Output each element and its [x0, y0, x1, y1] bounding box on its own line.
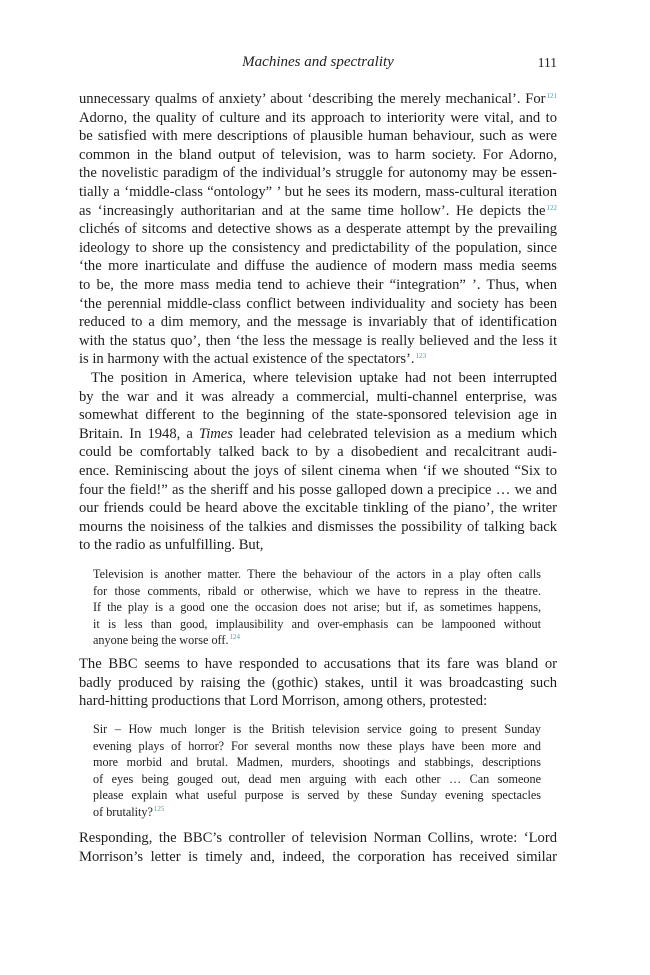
text-line: mourns the noisiness of the talkies and dismisses the possibility of talking back	[79, 518, 557, 535]
text-line: tially a ‘middle-class “ontology” ’ but he sees its modern, mass-cultural iteration	[79, 183, 557, 200]
running-head: Machines and spectrality	[242, 54, 394, 70]
text-line: unnecessary qualms of anxiety’ about ‘describing the merely mechanical’. For$^{121}$	[79, 91, 557, 107]
quote-line: please explain what useful purpose is served by these Sunday evening spectacles	[93, 788, 541, 802]
quote-line: anyone being the worse off.$^{124}$	[93, 633, 240, 647]
footnote-ref[interactable]: 125	[153, 804, 165, 813]
text-line: Britain. In 1948, a Times leader had celebrated television as a medium which	[79, 425, 557, 442]
block-quote-morrison	[93, 721, 541, 820]
page-number: 111	[537, 55, 557, 70]
paragraph-collins	[79, 829, 557, 866]
newspaper-title: Times	[198, 425, 233, 442]
text-line: Morrison’s letter is timely and, indeed, the corporation has received similar	[79, 848, 557, 865]
text-line: reduced to a dim memory, and the message is invariably that of identification	[79, 314, 557, 331]
quote-line: for those comments, ribald or otherwise, which we have to repress in the theatre.	[93, 583, 541, 598]
text-line: to be, the more mass media tend to achieve their “integration” ’. Thus, when	[79, 276, 557, 293]
text-line: Adorno, the quality of culture and its approach to interiority were vital, and to	[79, 109, 557, 126]
text-line: The BBC seems to have responded to accusations that its fare was bland or	[79, 656, 557, 672]
text-line: four the field!” as the sheriff and his posse galloped down a precipice … we and	[79, 481, 557, 498]
text-line: our friends could be heard above the excitable tinkling of the piano’, the writer	[79, 500, 557, 517]
text-line: with the status quo’, then ‘the less the message is really believed and the less it	[79, 332, 557, 349]
text-line: be satisfied with mere descriptions of plausible human behaviour, such as were	[79, 128, 557, 145]
block-quote-television	[93, 566, 541, 649]
footnote-ref[interactable]: 122	[546, 203, 557, 212]
quote-line: it is less than good, implausibility and over-emphasis can be lampooned without	[93, 616, 541, 631]
text-line: hard-hitting productions that Lord Morrison, among others, protested:	[79, 693, 488, 710]
text-line: the novelistic paradigm of the individual’s struggle for autonomy may be essen-	[79, 165, 557, 182]
quote-line: Sir – How much longer is the British television service going to present Sunday	[93, 722, 541, 736]
text-line: ‘the perennial middle-class conflict between individuality and society has been	[79, 295, 557, 312]
page-header	[79, 54, 557, 74]
text-line: is in harmony with the actual existence of the spectators’.$^{123}$	[79, 351, 427, 368]
text-line: Responding, the BBC’s controller of television Norman Collins, wrote: ‘Lord	[79, 830, 557, 846]
text-line: badly produced by raising the (gothic) stakes, until it was broadcasting such	[79, 674, 557, 691]
quote-line: of eyes being gouged out, dead men arguing with each other … Can someone	[93, 771, 541, 786]
text-line: to the radio as unfulfilling. But,	[79, 537, 264, 554]
text-line: ideology to shore up the consistency and predictability of the population, since	[79, 239, 557, 256]
text-line: by the war and it was already a commercial, multi-channel enterprise, was	[79, 388, 557, 405]
footnote-ref[interactable]: 124	[229, 633, 240, 641]
text-line: as ‘increasingly authoritarian and at the same time hollow’. He depicts the$^{122}$	[79, 202, 557, 219]
text-line: could be comfortably talked back to by a disobedient and recalcitrant audi-	[79, 444, 557, 461]
text-line: common in the bland output of television, was to harm society. For Adorno,	[79, 146, 557, 163]
quote-line: If the play is a good one the occasion does not arise; but if, as sometimes happens,	[93, 600, 541, 614]
quote-line: evening plays of horror? For several months now these plays have been more and	[93, 738, 541, 753]
footnote-ref[interactable]: 123	[415, 352, 427, 361]
footnote-ref[interactable]: 121	[546, 92, 557, 100]
text-line: The position in America, where television uptake had not been interrupted	[91, 370, 557, 386]
text-line: ence. Reminiscing about the joys of silent cinema when ‘if we shouted “Six to	[79, 462, 557, 479]
quote-line: Television is another matter. There the behaviour of the actors in a play often calls	[93, 567, 541, 581]
paragraph-america	[79, 369, 557, 555]
paragraph-adorno	[79, 90, 557, 369]
paragraph-bbc	[79, 655, 557, 711]
text-line: somewhat different to the beginning of the state-sponsored television age in	[79, 407, 557, 424]
quote-line: more morbid and brutal. Madmen, murders, shootings and stabbings, descriptions	[93, 755, 541, 769]
quote-line: of brutality?$^{125}$	[93, 804, 165, 819]
text-line: clichés of sitcoms and detective shows as a desperate attempt by the prevailing	[79, 221, 557, 238]
text-line: ‘the more inarticulate and diffuse the audience of modern mass media seems	[79, 258, 557, 275]
